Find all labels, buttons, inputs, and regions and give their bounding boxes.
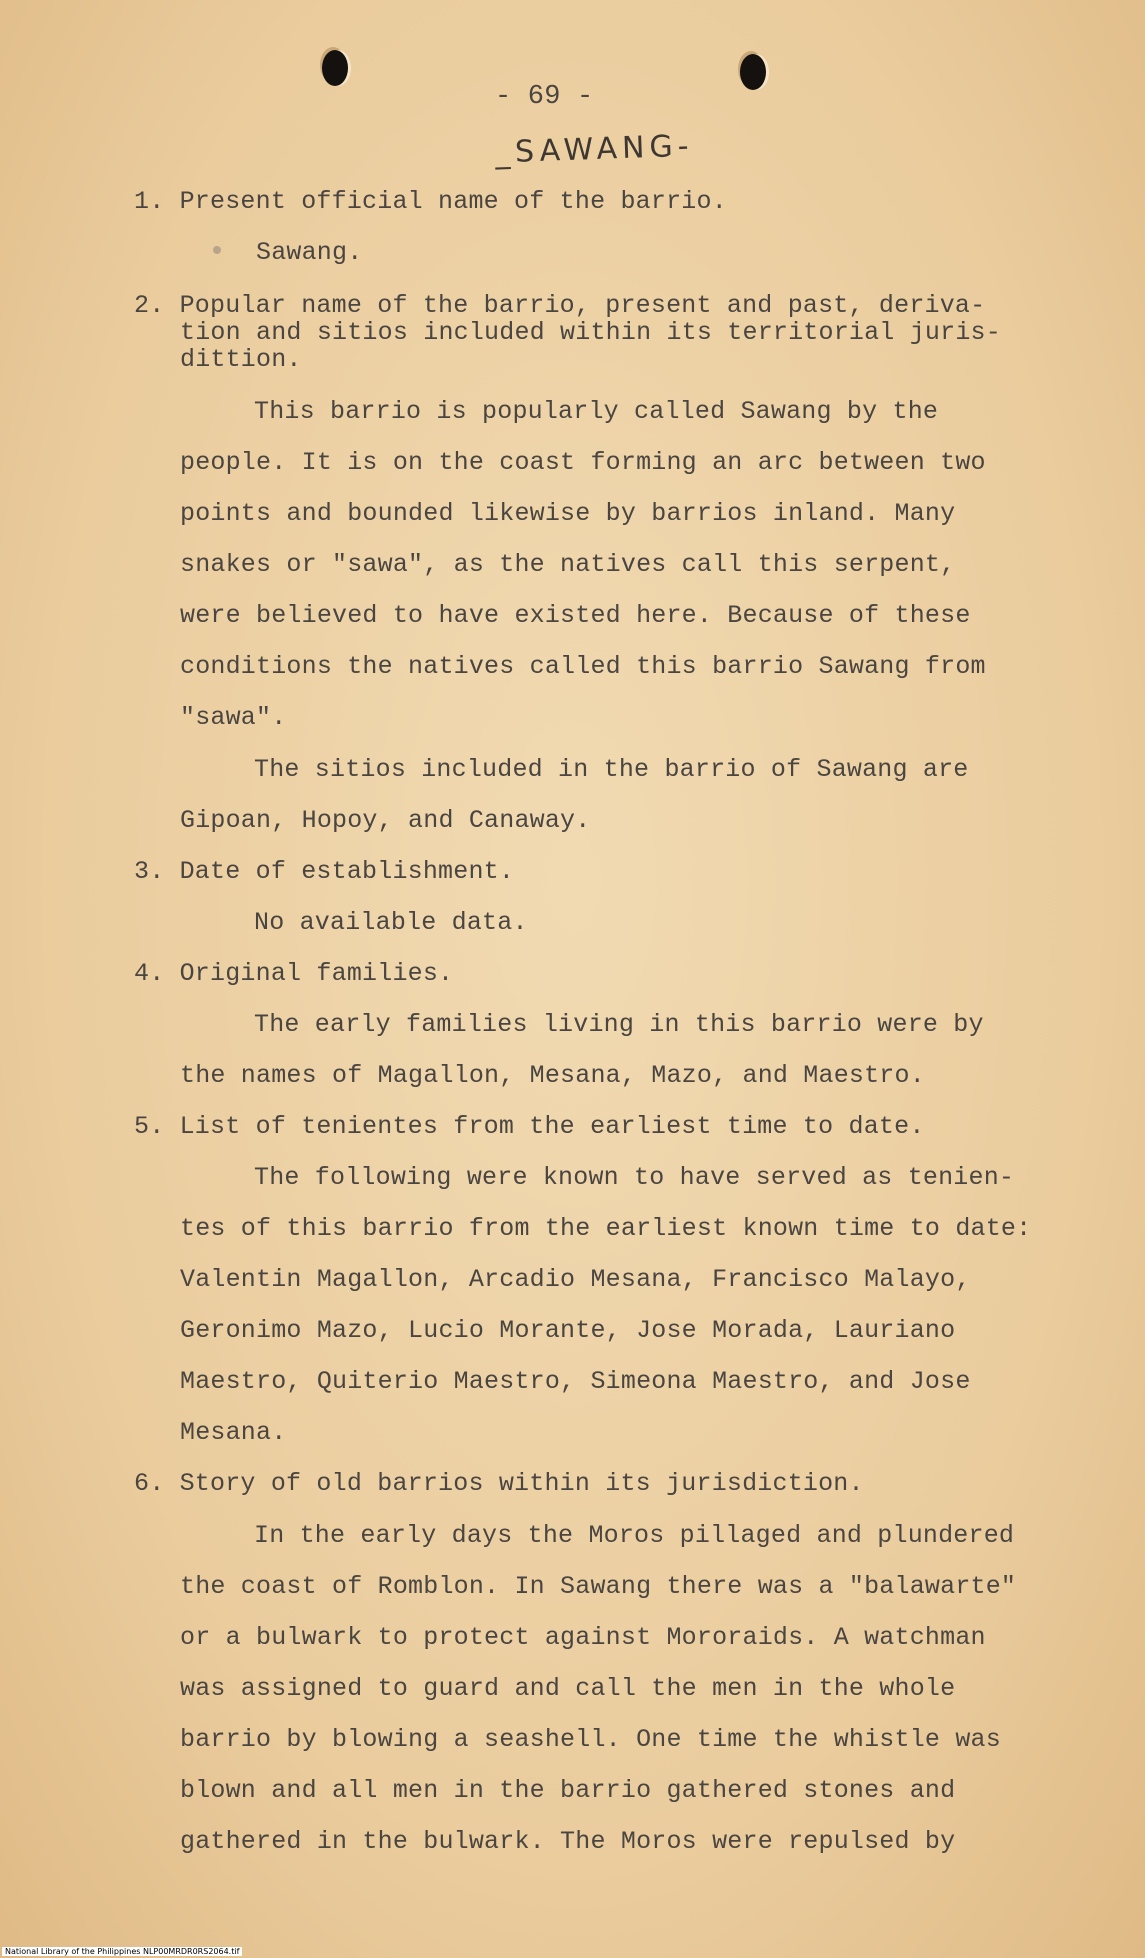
text-line: The following were known to have served as tenien- xyxy=(254,1163,1015,1192)
text-line: blown and all men in the barrio gathered stones and xyxy=(180,1776,956,1805)
text-line: Valentin Magallon, Arcadio Mesana, Francisco Malayo, xyxy=(180,1265,971,1294)
text-line: the names of Magallon, Mesana, Mazo, and Maestro. xyxy=(180,1061,925,1090)
text-line: was assigned to guard and call the men in the whole xyxy=(180,1674,956,1703)
text-line: Geronimo Mazo, Lucio Morante, Jose Morada, Lauriano xyxy=(180,1316,956,1345)
punch-hole-left xyxy=(322,50,348,86)
text-line: Maestro, Quiterio Maestro, Simeona Maestro, and Jose xyxy=(180,1367,971,1396)
section-heading-6: 6. Story of old barrios within its jurisdiction. xyxy=(134,1469,864,1498)
text-line: No available data. xyxy=(254,908,528,937)
text-line: snakes or "sawa", as the natives call this serpent, xyxy=(180,550,956,579)
text-line: tes of this barrio from the earliest known time to date: xyxy=(180,1214,1032,1243)
text-line: points and bounded likewise by barrios inland. Many xyxy=(180,499,956,528)
text-line: The early families living in this barrio were by xyxy=(254,1010,984,1039)
section-heading-2: 2. Popular name of the barrio, present and past, deriva- xyxy=(134,291,986,320)
section-heading-5: 5. List of tenientes from the earliest time to date. xyxy=(134,1112,925,1141)
text-line: Mesana. xyxy=(180,1418,287,1447)
page-number: - 69 - xyxy=(495,82,594,112)
text-line: gathered in the bulwark. The Moros were repulsed by xyxy=(180,1827,956,1856)
text-line: people. It is on the coast forming an arc between two xyxy=(180,448,986,477)
text-line: the coast of Romblon. In Sawang there was a "balawarte" xyxy=(180,1572,1017,1601)
page-title: _SAWANG- xyxy=(494,128,695,171)
section-heading-3: 3. Date of establishment. xyxy=(134,857,515,886)
section-heading-4: 4. Original families. xyxy=(134,959,454,988)
text-line: In the early days the Moros pillaged and plundered xyxy=(254,1521,1015,1550)
text-line: or a bulwark to protect against Mororaids. A watchman xyxy=(180,1623,986,1652)
text-line: were believed to have existed here. Because of these xyxy=(180,601,971,630)
text-line: "sawa". xyxy=(180,703,287,732)
text-line: The sitios included in the barrio of Sawang are xyxy=(254,755,969,784)
text-line: Gipoan, Hopoy, and Canaway. xyxy=(180,806,591,835)
bullet-mark xyxy=(213,246,221,254)
punch-hole-right xyxy=(740,54,766,90)
text-line: dittion. xyxy=(180,345,302,374)
text-line: conditions the natives called this barrio Sawang from xyxy=(180,652,986,681)
text-line: Sawang. xyxy=(256,238,363,267)
text-line: tion and sitios included within its territorial juris- xyxy=(180,318,1001,347)
archive-footer: National Library of the Philippines NLP00MRDR0RS2064.tif xyxy=(2,1947,242,1956)
text-line: barrio by blowing a seashell. One time the whistle was xyxy=(180,1725,1001,1754)
section-heading-1: 1. Present official name of the barrio. xyxy=(134,187,727,216)
text-line: This barrio is popularly called Sawang by the xyxy=(254,397,939,426)
